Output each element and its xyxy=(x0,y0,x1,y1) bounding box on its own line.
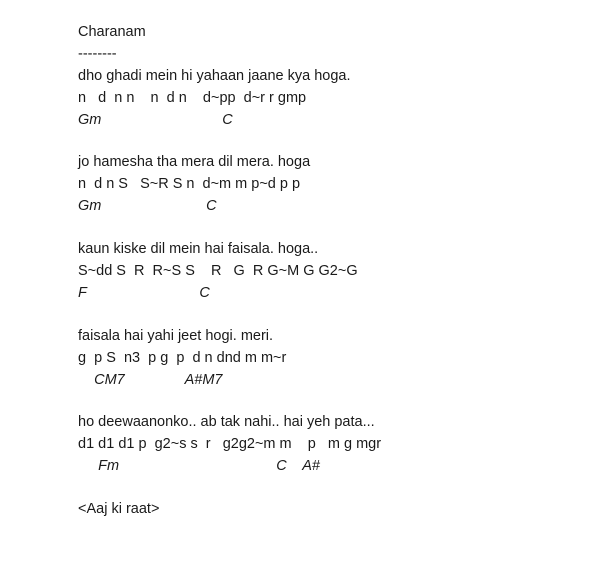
lyric-line: kaun kiske dil mein hai faisala. hoga.. xyxy=(78,241,319,257)
lyric-line: dho ghadi mein hi yahaan jaane kya hoga. xyxy=(78,68,351,84)
notes-line: g p S n3 p g p d n dnd m m~r xyxy=(78,350,287,366)
section-title: Charanam xyxy=(78,24,146,40)
separator: -------- xyxy=(78,46,117,62)
chords-line: Gm C xyxy=(78,112,233,128)
notes-line: n d n n n d n d~pp d~r r gmp xyxy=(78,90,307,106)
notes-line: n d n S S~R S n d~m m p~d p p xyxy=(78,176,301,192)
footer-reference: <Aaj ki raat> xyxy=(78,501,160,517)
chords-line: F C xyxy=(78,285,210,301)
chords-line: Gm C xyxy=(78,198,217,214)
lyric-line: ho deewaanonko.. ab tak nahi.. hai yeh pata... xyxy=(78,414,375,430)
lyric-line: faisala hai yahi jeet hogi. meri. xyxy=(78,328,274,344)
lyric-line: jo hamesha tha mera dil mera. hoga xyxy=(78,154,311,170)
chords-line: CM7 A#M7 xyxy=(78,372,223,388)
chords-line: Fm C A# xyxy=(78,458,320,474)
notes-line: S~dd S R R~S S R G R G~M G G2~G xyxy=(78,263,358,279)
notes-line: d1 d1 d1 p g2~s s r g2g2~m m p m g mgr xyxy=(78,436,382,452)
